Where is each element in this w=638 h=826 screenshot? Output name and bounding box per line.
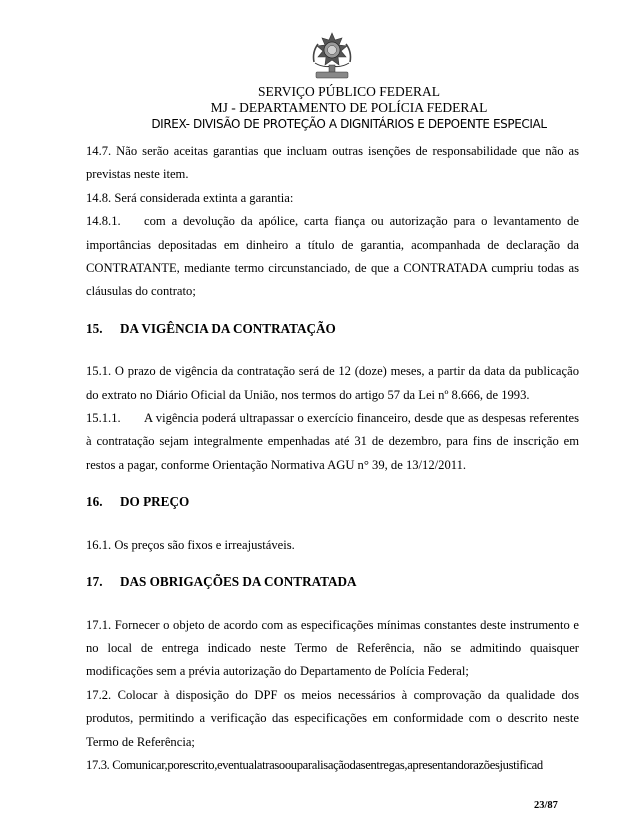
- paragraph-17-1: 17.1. Fornecer o objeto de acordo com as especificações mínimas constantes deste instrumento e no local de entrega indicado neste Termo de Referência, não se admitindo quaisquer modificações sem a prévia autorização do Departamento de Polícia Federal;: [86, 617, 579, 679]
- paragraph-14-8-1-text: com a devolução da apólice, carta fiança ou autorização para o levantamento de importâncias depositadas em dinheiro a título de garantia, acompanhada de declaração da CONTRATANTE, mediante termo circunstanciado, de que a CONTRATADA cumpriu todas as cláusulas do contrato;: [86, 214, 579, 299]
- paragraph-15-1-1: [86, 407, 579, 477]
- paragraph-14-8: 14.8. Será considerada extinta a garantia:: [86, 190, 294, 205]
- paragraph-16-1: 16.1. Os preços são fixos e irreajustáveis.: [86, 537, 295, 552]
- paragraph-14-8-1-number: 14.8.1.: [86, 214, 121, 229]
- paragraph-15-1: 15.1. O prazo de vigência da contratação será de 12 (doze) meses, a partir da data da publicação do extrato no Diário Oficial da União, nos termos do artigo 57 da Lei nº 8.666, de 1993.: [86, 364, 579, 402]
- section-17-title: DAS OBRIGAÇÕES DA CONTRATADA: [120, 574, 357, 590]
- section-15-number: 15.: [86, 320, 103, 336]
- section-15-heading: [86, 317, 579, 340]
- header-line-2: MJ - DEPARTAMENTO DE POLÍCIA FEDERAL: [210, 100, 488, 115]
- section-16-title: DO PREÇO: [120, 494, 190, 510]
- section-16-number: 16.: [86, 494, 103, 510]
- section-17-heading: [86, 570, 579, 593]
- section-15-title: DA VIGÊNCIA DA CONTRATAÇÃO: [120, 320, 336, 336]
- paragraph-17-3: 17.3. Comunicar,porescrito,eventualatrasoouparalisaçãodasentregas,apresentandorazõesjustificad: [86, 757, 543, 772]
- paragraph-14-7: 14.7. Não serão aceitas garantias que incluam outras isenções de responsabilidade que não as previstas neste item.: [86, 144, 579, 182]
- page-number: 23/87: [534, 800, 558, 811]
- coat-of-arms-icon: [309, 32, 355, 82]
- paragraph-14-8-1: [86, 210, 579, 304]
- paragraph-17-2: 17.2. Colocar à disposição do DPF os meios necessários à comprovação da qualidade dos produtos, permitindo a verificação das especificações em conformidade com o descrito neste Termo de Referência;: [86, 687, 579, 749]
- paragraph-15-1-1-text: A vigência poderá ultrapassar o exercício financeiro, desde que as despesas referentes à contratação sejam integralmente empenhadas até 31 de dezembro, para fins de inscrição em restos a pagar, conforme Orientação Normativa AGU n° 39, de 13/12/2011.: [86, 411, 579, 472]
- header-line-1: SERVIÇO PÚBLICO FEDERAL: [258, 84, 440, 99]
- section-16-heading: [86, 490, 579, 513]
- paragraph-15-1-1-number: 15.1.1.: [86, 411, 121, 426]
- document-body: [86, 140, 579, 777]
- section-17-number: 17.: [86, 574, 103, 590]
- header-line-3: DIREX- DIVISÃO DE PROTEÇÃO A DIGNITÁRIOS E DEPOENTE ESPECIAL: [151, 117, 547, 131]
